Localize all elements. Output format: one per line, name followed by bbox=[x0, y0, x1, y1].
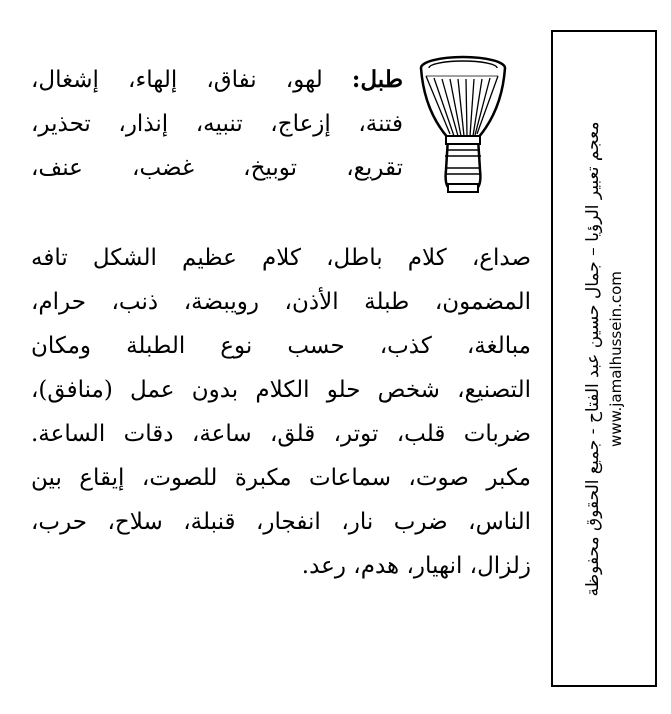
entry-line-10: الناس، ضرب نار، انفجار، قنبلة، سلاح، حرب، bbox=[31, 509, 531, 535]
entry-line-4: صداع، كلام باطل، كلام عظيم الشكل تافه bbox=[31, 245, 531, 271]
drum-icon bbox=[408, 50, 518, 200]
copyright-box bbox=[551, 30, 657, 687]
copyright-line: معجم تعبير الرؤيا – جمال حسين عبد الفتاح - جميع الحقوق محفوظة bbox=[583, 121, 603, 596]
entry-line-3: تقريع، توبيخ، غضب، عنف، bbox=[31, 155, 403, 181]
entry-line-1 bbox=[31, 58, 403, 102]
entry-line-11: زلزال، انهيار، هدم، رعد. bbox=[301, 553, 531, 579]
entry-head-word: طبل: bbox=[351, 66, 404, 93]
copyright-text bbox=[581, 39, 627, 679]
entry-line-2: فتنة، إزعاج، تنبيه، إنذار، تحذير، bbox=[31, 111, 403, 137]
entry-line-6: مبالغة، كذب، حسب نوع الطبلة ومكان bbox=[31, 333, 531, 359]
entry-line-5: المضمون، طبلة الأذن، رويبضة، ذنب، حرام، bbox=[31, 289, 531, 315]
entry-text: لهو، نفاق، إلهاء، إشغال، bbox=[31, 67, 323, 93]
entry-line-7: التصنيع، شخص حلو الكلام بدون عمل (منافق)، bbox=[31, 377, 531, 403]
website-url: www.jamalhussein.com bbox=[607, 270, 625, 447]
entry-line-9: مكبر صوت، سماعات مكبرة للصوت، إيقاع بين bbox=[31, 465, 531, 491]
entry-line-8: ضربات قلب، توتر، قلق، ساعة، دقات الساعة. bbox=[31, 421, 531, 447]
